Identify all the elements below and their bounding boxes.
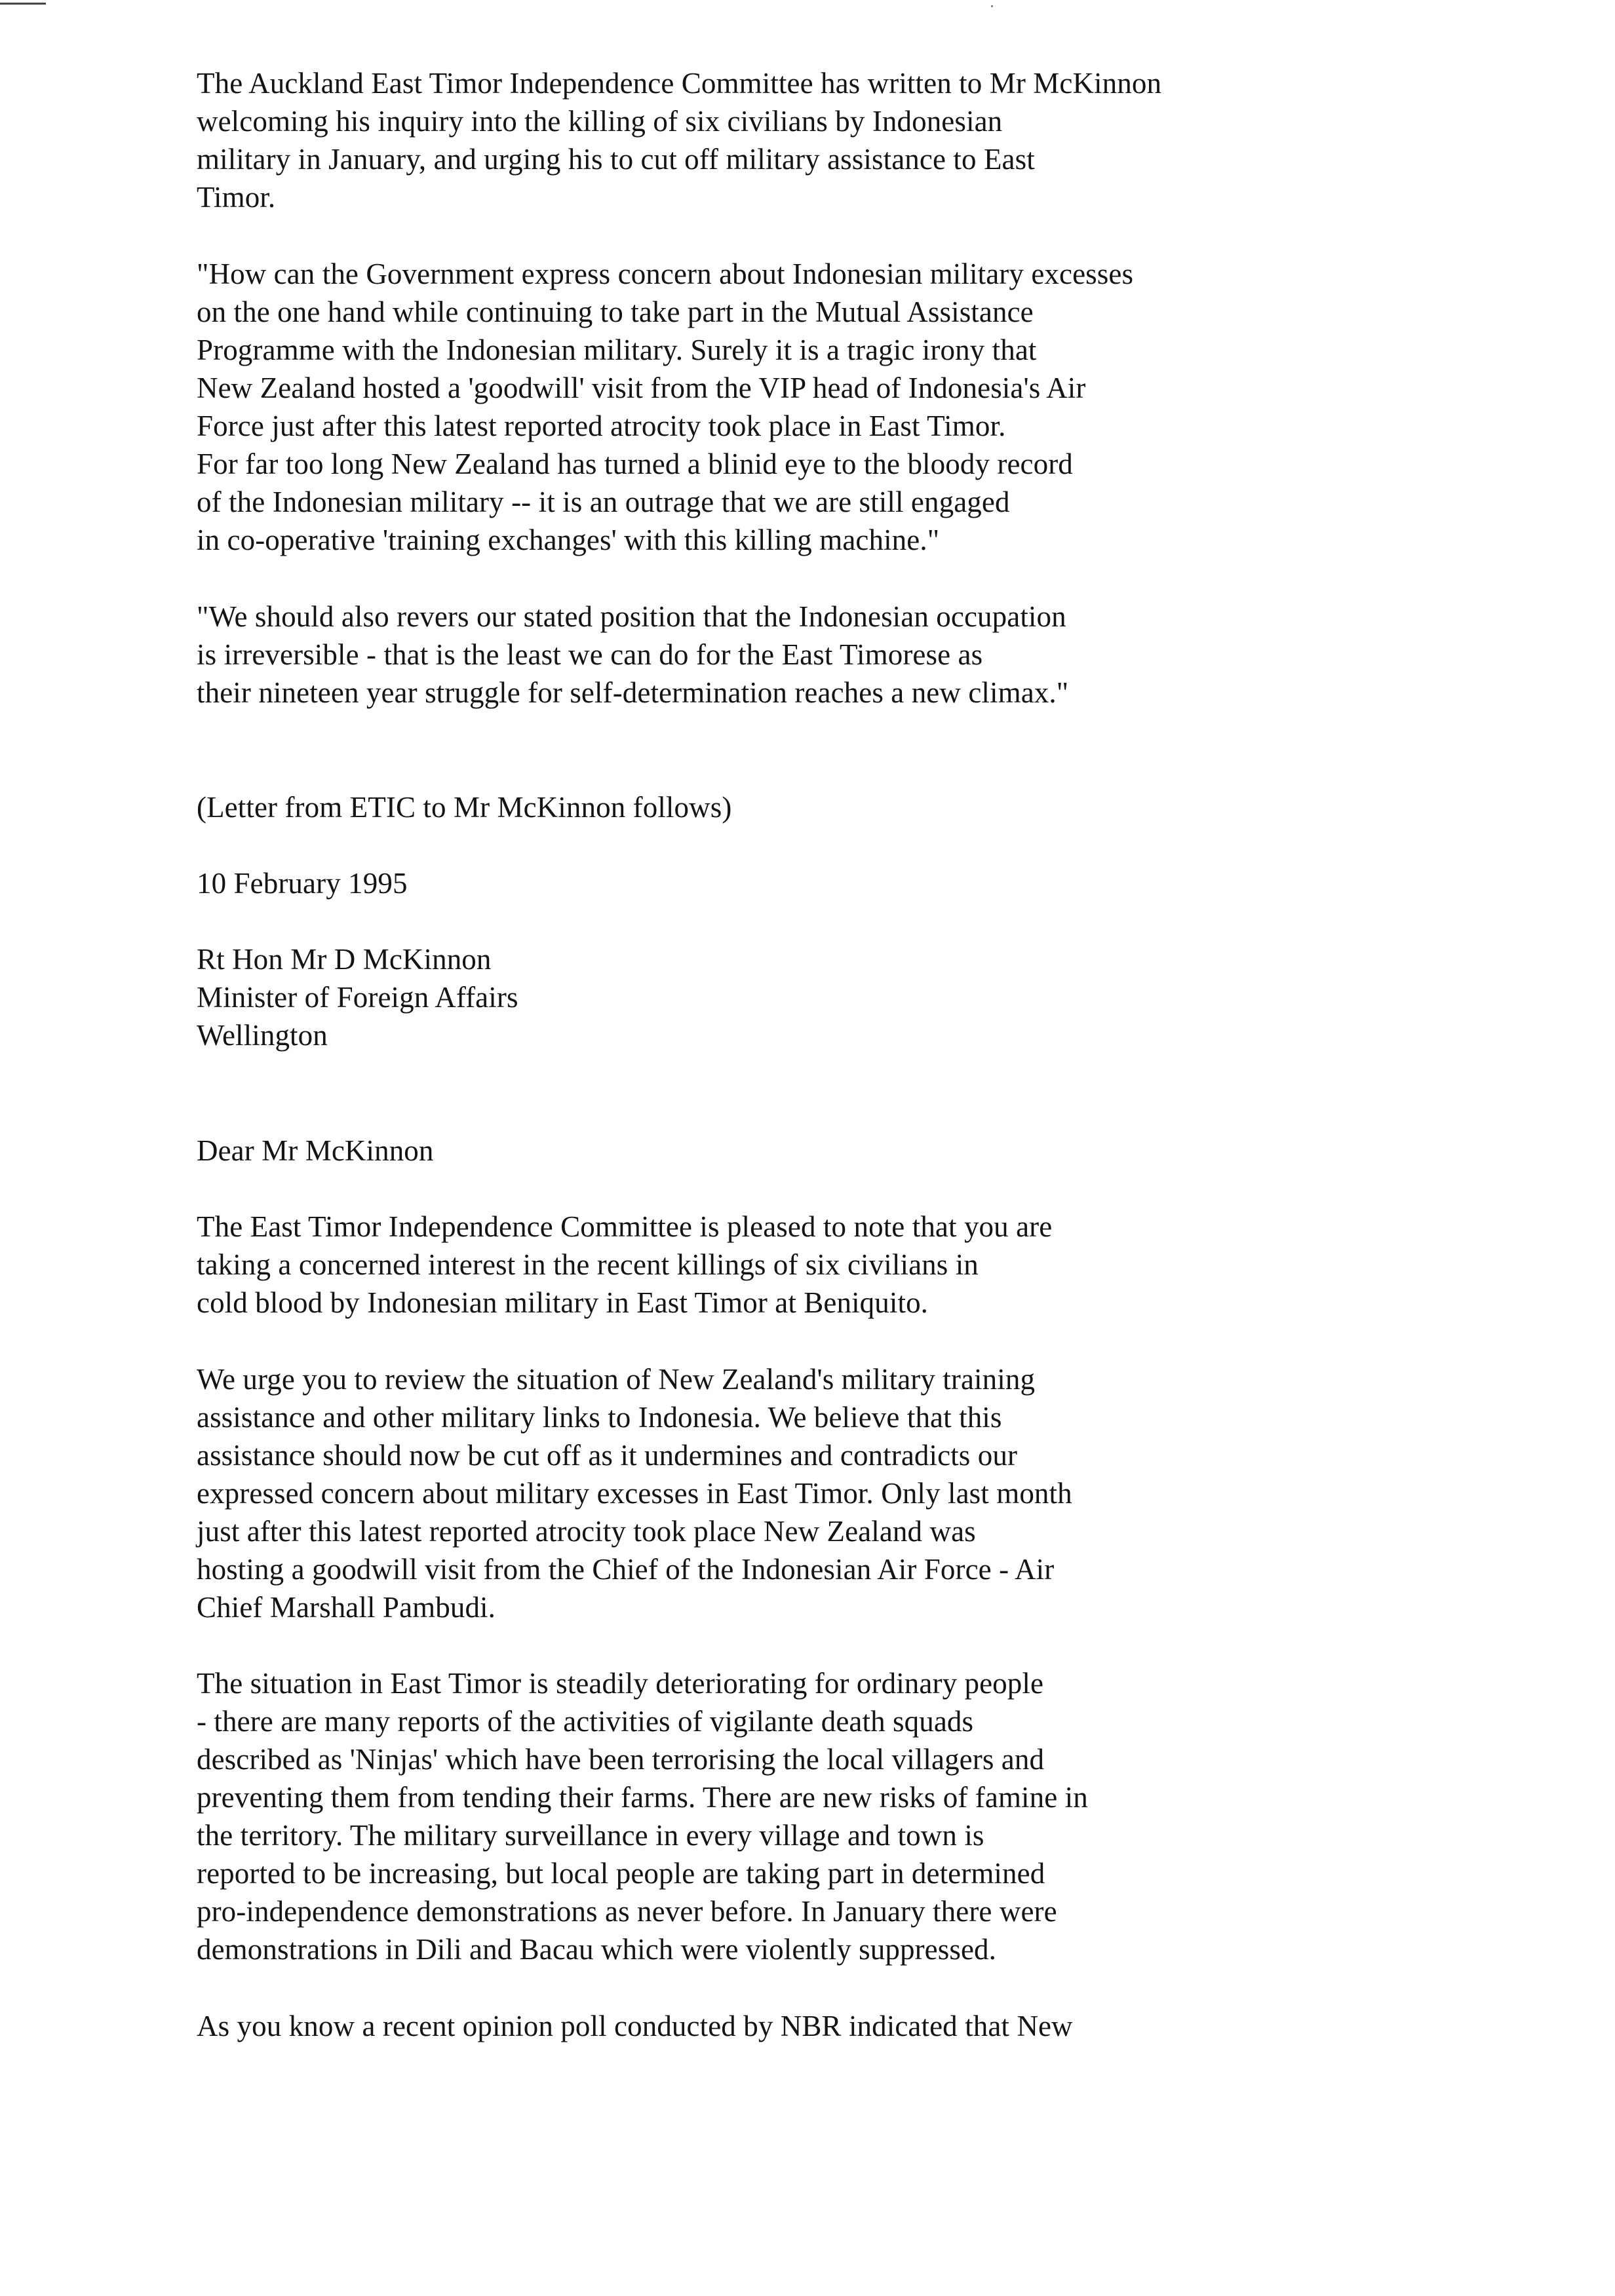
text-line: described as 'Ninjas' which have been terrorising the local villagers and [197, 1743, 1045, 1776]
letter-date: 10 February 1995 [197, 867, 408, 900]
text-line: just after this latest reported atrocity took place New Zealand was [197, 1515, 976, 1548]
text-line: - there are many reports of the activities of vigilante death squads [197, 1705, 974, 1738]
address-line: Wellington [197, 1019, 328, 1052]
text-line: preventing them from tending their farms. There are new risks of famine in [197, 1781, 1088, 1814]
text-line: demonstrations in Dili and Bacau which were violently suppressed. [197, 1933, 996, 1966]
text-line: The East Timor Independence Committee is pleased to note that you are [197, 1210, 1053, 1243]
text-line: in co-operative 'training exchanges' with this killing machine." [197, 524, 940, 556]
text-line: on the one hand while continuing to take part in the Mutual Assistance [197, 296, 1034, 328]
text-line: taking a concerned interest in the recent killings of six civilians in [197, 1248, 979, 1281]
text-line: hosting a goodwill visit from the Chief of the Indonesian Air Force - Air [197, 1553, 1055, 1586]
address-line: Rt Hon Mr D McKinnon [197, 943, 492, 976]
text-line: Timor. [197, 181, 276, 214]
scan-artifact-dot [991, 5, 993, 7]
text-line: the territory. The military surveillance in every village and town is [197, 1819, 984, 1852]
text-line: New Zealand hosted a 'goodwill' visit from the VIP head of Indonesia's Air [197, 372, 1086, 404]
text-line: As you know a recent opinion poll conducted by NBR indicated that New [197, 2010, 1073, 2042]
text-line: "We should also revers our stated position that the Indonesian occupation [197, 600, 1066, 633]
text-line: pro-independence demonstrations as never before. In January there were [197, 1895, 1057, 1928]
text-line: assistance should now be cut off as it undermines and contradicts our [197, 1439, 1018, 1472]
text-line: For far too long New Zealand has turned a blinid eye to the bloody record [197, 448, 1073, 480]
text-line: welcoming his inquiry into the killing of six civilians by Indonesian [197, 105, 1003, 138]
text-line: The Auckland East Timor Independence Committee has written to Mr McKinnon [197, 67, 1162, 100]
letter-note: (Letter from ETIC to Mr McKinnon follows) [197, 791, 732, 824]
text-line: We urge you to review the situation of New Zealand's military training [197, 1363, 1036, 1396]
salutation: Dear Mr McKinnon [197, 1134, 434, 1167]
scan-artifact-mark [0, 3, 46, 5]
text-line: expressed concern about military excesses in East Timor. Only last month [197, 1477, 1072, 1510]
text-line: Chief Marshall Pambudi. [197, 1591, 496, 1624]
address-line: Minister of Foreign Affairs [197, 981, 518, 1014]
text-line: is irreversible - that is the least we can do for the East Timorese as [197, 638, 983, 671]
text-line: Force just after this latest reported atrocity took place in East Timor. [197, 410, 1006, 442]
text-line: cold blood by Indonesian military in East Timor at Beniquito. [197, 1286, 929, 1319]
text-line: of the Indonesian military -- it is an outrage that we are still engaged [197, 486, 1010, 518]
text-line: "How can the Government express concern about Indonesian military excesses [197, 258, 1134, 290]
text-line: military in January, and urging his to cut off military assistance to East [197, 143, 1035, 176]
text-line: their nineteen year struggle for self-determination reaches a new climax." [197, 676, 1069, 709]
text-line: assistance and other military links to Indonesia. We believe that this [197, 1401, 1002, 1434]
text-line: The situation in East Timor is steadily deteriorating for ordinary people [197, 1667, 1044, 1700]
text-line: reported to be increasing, but local people are taking part in determined [197, 1857, 1045, 1890]
text-line: Programme with the Indonesian military. Surely it is a tragic irony that [197, 334, 1037, 366]
